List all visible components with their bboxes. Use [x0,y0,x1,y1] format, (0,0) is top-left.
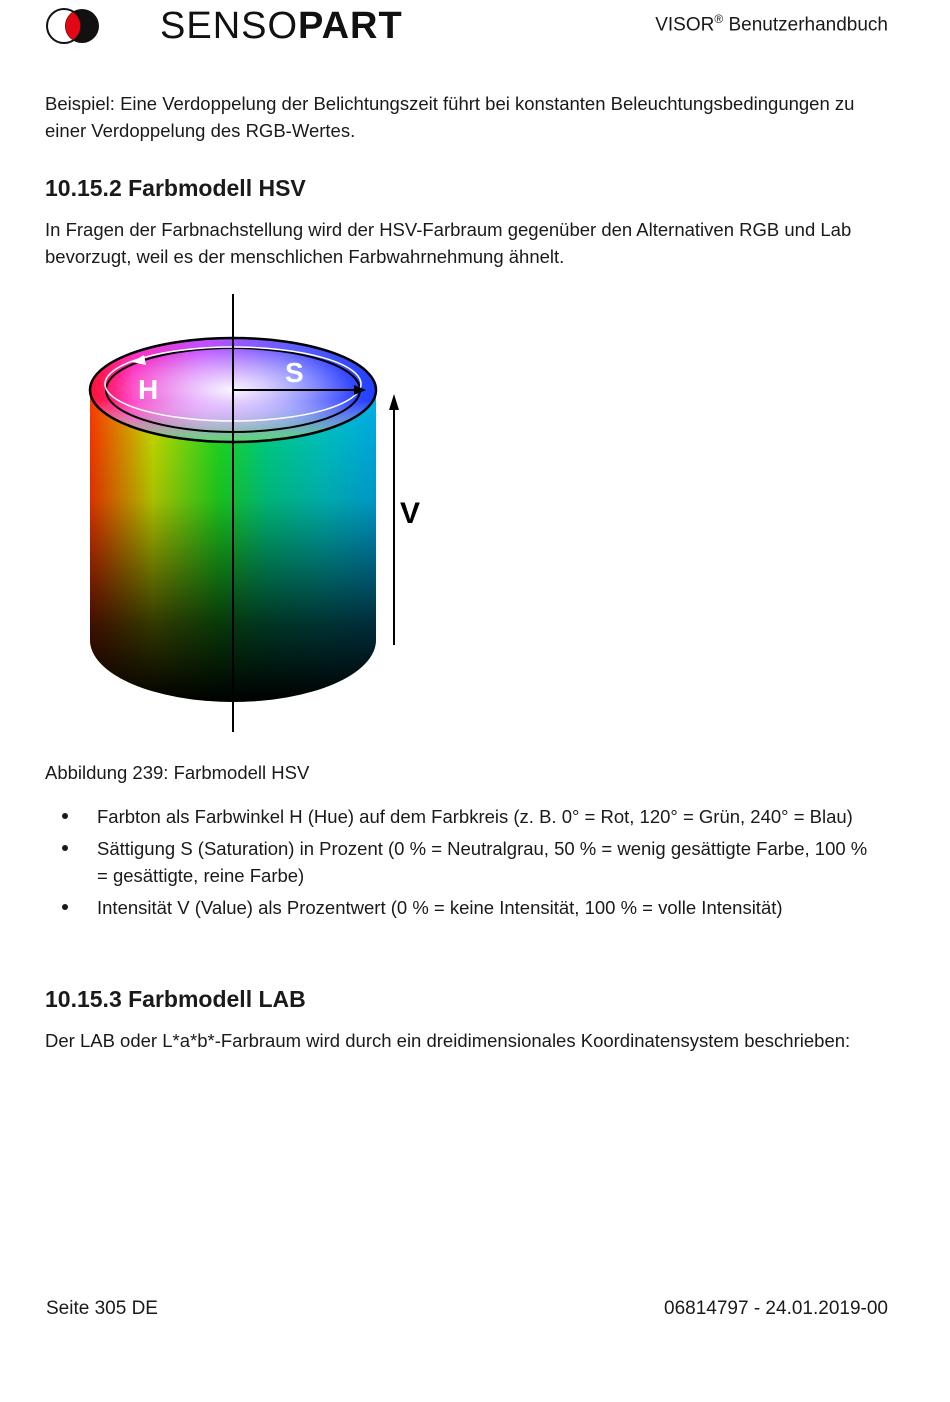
page-number: Seite 305 DE [46,1298,158,1319]
hsv-cylinder-diagram [80,290,440,735]
label-h: H [138,374,159,405]
intro-paragraph: Beispiel: Eine Verdoppelung der Belichtungszeit führt bei konstanten Beleuchtungsbedingungen zu einer Verdoppelung des RGB-Wertes. [45,93,855,141]
figure-caption: Abbildung 239: Farbmodell HSV [45,762,310,783]
label-s: S [285,357,304,388]
hsv-cylinder-figure [80,290,440,735]
value-arrow-icon [389,394,399,410]
list-item: Sättigung S (Saturation) in Prozent (0 % = Neutralgrau, 50 % = wenig gesättigte Farbe, 100 % = gesättigte, reine Farbe) [45,835,875,889]
list-item: Intensität V (Value) als Prozentwert (0 % = keine Intensität, 100 % = volle Intensität) [45,894,875,921]
sensopart-logo [44,5,403,47]
hsv-bullet-list [45,803,875,926]
lab-paragraph: Der LAB oder L*a*b*-Farbraum wird durch ein dreidimensionales Koordinatensystem beschrieben: [45,1030,851,1051]
section-heading-hsv: 10.15.2 Farbmodell HSV [45,175,306,201]
logo-wordmark: SENSOPART [160,5,403,47]
list-item: Farbton als Farbwinkel H (Hue) auf dem Farbkreis (z. B. 0° = Rot, 120° = Grün, 240° = Blau) [45,803,875,830]
label-v: V [400,497,421,530]
bullet-icon [62,904,68,910]
bullet-icon [62,813,68,819]
logo-mark-icon [44,5,104,47]
document-title: VISOR® Benutzerhandbuch [655,12,888,36]
section-heading-lab: 10.15.3 Farbmodell LAB [45,986,306,1012]
hsv-paragraph: In Fragen der Farbnachstellung wird der HSV-Farbraum gegenüber den Alternativen RGB und Lab bevorzugt, weil es der menschlichen Farbwahrnehmung ähnelt. [45,219,852,267]
document-id: 06814797 - 24.01.2019-00 [664,1298,888,1319]
bullet-icon [62,845,68,851]
